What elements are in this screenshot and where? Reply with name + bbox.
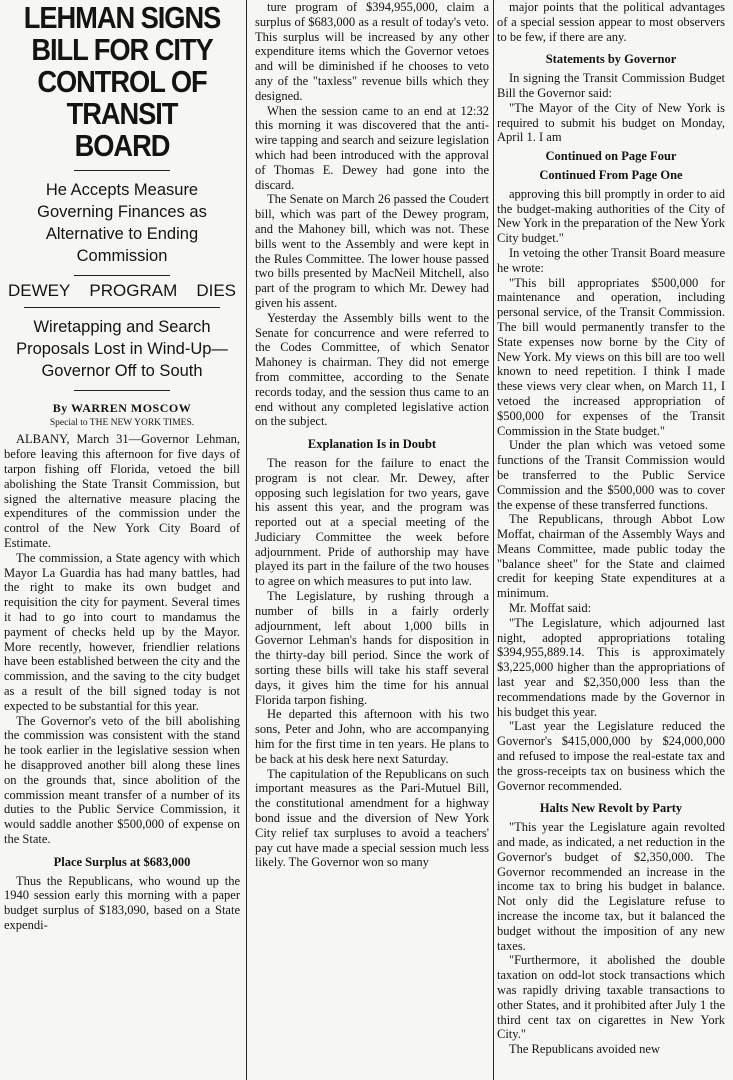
paragraph: The Senate on March 26 passed the Coudert bill, which was part of the Dewey program, and the Mahoney bill, which was not. These bills went to the Assembly and were kept in the Rules Committee. The lower house passed two bills presented by MacNeil Mitchell, also part of the program to which Mr. Dewey had given his assent. [255,192,489,310]
paragraph: The Republicans, through Abbot Low Moffat, chairman of the Assembly Ways and Means Committee, made public today the "balance sheet" for the State and claimed credit for keeping State expenditures at a minimum. [497,512,725,601]
paragraph: The Republicans avoided new [509,1042,660,1057]
deck-headline-2-word-1: DEWEY [8,281,71,300]
continued-on: Continued on Page Four [545,149,677,164]
paragraph: "Furthermore, it abolished the double taxation on odd-lot stock transactions which was rapidly driving taxable transactions to other States, and it prohibited after July 1 the third cent tax on cigarettes in New York City." [497,953,725,1042]
paragraph: The Legislature, by rushing through a number of bills in a fairly orderly adjournment, left about 1,000 bills in Governor Lehman's hands for disposition in the thirty-day bill period. Since the work of sorting these bills will take his staff several days, it gives him the time for his annual Florida tarpon fishing. [255,589,489,707]
paragraph: approving this bill promptly in order to aid the budget-making authorities of the City of New York in the preparation of the New York City budget." [497,186,725,246]
column-1 [4,0,240,1080]
paragraph: In vetoing the other Transit Board measure he wrote: [497,245,725,275]
column-3 [497,0,725,1080]
paragraph: The reason for the failure to enact the program is not clear. Mr. Dewey, after opposing such legislation for two years, gave his assent this year, and the program was reported out at a special meeting of the Judiciary Committee the week before adjournment. Pride of authorship may have played its part in the failure of the two houses to agree on which measures to put into law. [255,455,489,589]
paragraph: major points that the political advantages of a special session appear to most observers to be few, if there are any. [497,0,725,44]
paragraph: In signing the Transit Commission Budget Bill the Governor said: [497,71,725,100]
paragraph: "This year the Legislature again revolted and made, as indicated, a net reduction in the Governor's budget of $2,350,000. The Governor recommended an increase in the income tax to bring his budget in balance. Not only did the Legislature refuse to increase the income tax, but it balanced the budget without the imposition of any new taxes. [497,820,725,953]
main-headline: LEHMAN SIGNS BILL FOR CITY CONTROL OF TRANSIT BOARD [23,0,221,163]
deck-divider-2 [24,307,220,308]
paragraph: "This bill appropriates $500,000 for maintenance and operation, including personal service, of the Transit Commission. The bill would permanently transfer to the State expenses now borne by the City of New York. My views on this bill are too well known to need repetition. I think I made these views very clear when, on March 11, I vetoed the increased appropriation of $500,000 for expenses of the Transit Commission in the State budget." [497,275,725,438]
headline-divider [74,170,170,171]
paragraph: ture program of $394,955,000, claim a surplus of $683,000 as a result of today's veto. This surplus will be increased by any other expenditure items which the Governor vetoes and will be diminished if he chooses to veto any of the "taxless" revenue bills which they designed. [255,0,489,103]
subhead: Statements by Governor [545,52,677,67]
paragraph: "The Legislature, which adjourned last night, adopted appropriations totaling $394,955,889.14. This is approximately $3,225,000 higher than the appropriations of last year and $2,350,000 less than the recommendations made by the Governor in his budget this year. [497,615,725,719]
subhead: Place Surplus at $683,000 [53,854,191,869]
paragraph: "Last year the Legislature reduced the Governor's $415,000,000 by $24,000,000 and refused to impose the real-estate tax and the gross-receipts tax on business which the Governor recommended. [497,719,725,793]
column-rule [246,0,247,1080]
paragraph: Yesterday the Assembly bills went to the Senate for concurrence and were referred to the Codes Committee, of which Senator Mahoney is chairman. They did not emerge from committee, according to the Senate records today, and the session thus came to an end without any completed legislative action on the subject. [255,310,489,429]
paragraph: The commission, a State agency with which Mayor La Guardia has had many battles, had the right to make its own budget and requisition the city for payment. Several times it had to go into court to mandamus the payment of checks held up by the Mayor. More recently, however, friendlier relations have been established between the city and the commission, and the saving to the city budget as a result of the bill signed today is not expected to be substantial for this year. [4,550,240,713]
deck-headline-1: He Accepts Measure Governing Finances as Alternative to Ending Commission [37,181,207,265]
special-credit: Special to THE NEW YORK TIMES. [49,417,195,428]
column-2 [255,0,489,1080]
subhead: Explanation Is in Doubt [307,437,437,452]
paragraph: Under the plan which was vetoed some functions of the Transit Commission would be transferred to the Public Service Commission and the $500,000 was to cover the expense of these transferred functions. [497,438,725,512]
byline: By WARREN MOSCOW [52,400,192,415]
paragraph: The capitulation of the Republicans on such important measures as the Pari-Mutuel Bill, the constitutional amendment for a highway bond issue and the diversion of New York City relief tax surpluses to avoid a teachers' pay cut have made a special session much less likely. The Governor won so many [255,766,489,870]
paragraph: The Governor's veto of the bill abolishing the commission was consistent with the stand he took earlier in the legislative session when he disapproved another bill along these lines on the grounds that, since abolition of the commission meant transfer of a number of its duties to the Public Service Commission, it would saddle another $500,000 of expense on the State. [4,713,240,846]
paragraph: Mr. Moffat said: [509,601,592,616]
column-rule [493,0,494,1080]
deck-headline-2-word-2: PROGRAM [89,281,178,300]
deck-divider-3 [74,390,170,391]
deck-headline-2-word-3: DIES [196,281,236,300]
paragraph: ALBANY, March 31—Governor Lehman, before leaving this afternoon for five days of tarpon fishing off Florida, vetoed the bill abolishing the State Transit Commission, but signed the alternative measure placing the expenditures of the commission under the control of the New York City Board of Estimate. [4,432,240,550]
paragraph: When the session came to an end at 12:32 this morning it was discovered that the anti-wire tapping and search and seizure legislation which had been introduced with the approval of Thomas E. Dewey had gone into the discard. [255,103,489,192]
paragraph: "The Mayor of the City of New York is required to submit his budget on Monday, April 1. I am [497,100,725,145]
continued-from: Continued From Page One [539,167,683,182]
subhead: Halts New Revolt by Party [539,801,683,816]
deck-headline-3: Wiretapping and Search Proposals Lost in Wind-Up— Governor Off to South [16,317,228,380]
deck-divider-1 [74,275,170,276]
paragraph: He departed this afternoon with his two sons, Peter and John, who are accompanying him for the first time in ten years. He plans to be back at his desk here next Saturday. [255,707,489,766]
paragraph: Thus the Republicans, who wound up the 1940 session early this morning with a paper budget surplus of $183,090, based on a State expendi- [4,873,240,932]
deck-headline-2 [8,281,236,300]
